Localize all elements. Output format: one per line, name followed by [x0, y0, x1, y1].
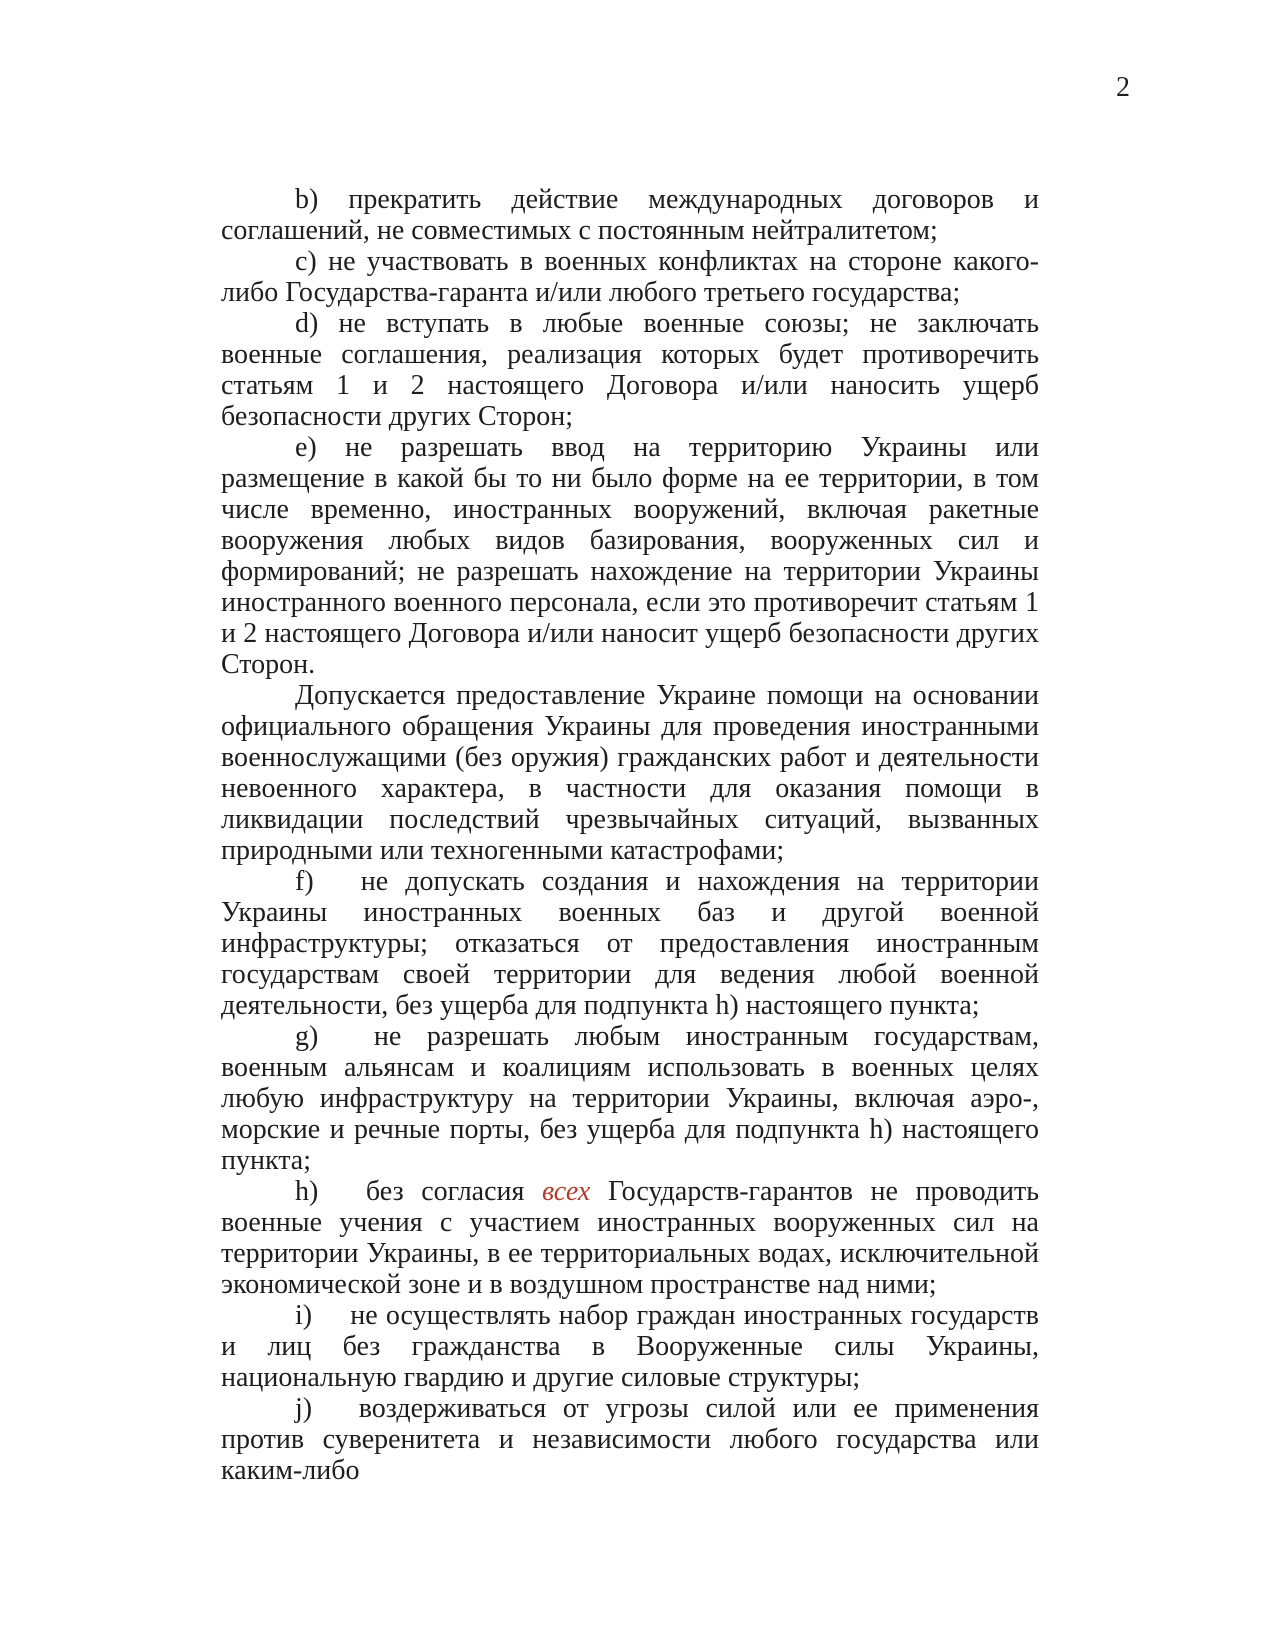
paragraph: g) не разрешать любым иностранным государствам, военным альянсам и коалициям использовать в военных целях любую инфраструктуру на территории Украины, включая аэро-, морские и речные порты, без ущерба для подпункта h) настоящего пункта; — [221, 1021, 1040, 1176]
paragraph-label: d) — [295, 308, 319, 339]
paragraph-label: j) — [295, 1393, 313, 1424]
document-body — [221, 184, 1039, 1486]
page-number: 2 — [1116, 72, 1130, 103]
paragraph-label: e) — [295, 432, 317, 463]
paragraph: i) не осуществлять набор граждан иностранных государств и лиц без гражданства в Вооруженные силы Украины, национальную гвардию и другие силовые структуры; — [221, 1300, 1040, 1393]
paragraph: c) не участвовать в военных конфликтах на стороне какого-либо Государства-гаранта и/или любого третьего государства; — [221, 246, 1040, 308]
paragraph-label: h) — [295, 1176, 319, 1207]
paragraph-label: g) — [295, 1021, 319, 1052]
paragraph: h) без согласия всех Государств-гарантов не проводить военные учения с участием иностранных вооруженных сил на территории Украины, в ее территориальных водах, исключительной экономической зоне и в воздушном пространстве над ними; — [221, 1176, 1039, 1300]
paragraph: j) воздерживаться от угрозы силой или ее применения против суверенитета и независимости любого государства или каким-либо — [221, 1393, 1039, 1486]
paragraph: b) прекратить действие международных договоров и соглашений, не совместимых с постоянным нейтралитетом; — [221, 184, 1040, 246]
paragraph-label: b) — [295, 184, 319, 215]
paragraph-label: i) — [295, 1300, 313, 1331]
paragraph-label: f) — [295, 866, 314, 897]
paragraph: Допускается предоставление Украине помощи на основании официального обращения Украины для проведения иностранными военнослужащими (без оружия) гражданских работ и деятельности невоенного характера, в частности для оказания помощи в ликвидации последствий чрезвычайных ситуаций, вызванных природными или техногенными катастрофами; — [221, 680, 1039, 866]
paragraph: d) не вступать в любые военные союзы; не заключать военные соглашения, реализация которых будет противоречить статьям 1 и 2 настоящего Договора и/или наносить ущерб безопасности других Сторон; — [221, 308, 1039, 432]
paragraph: e) не разрешать ввод на территорию Украины или размещение в какой бы то ни было форме на ее территории, в том числе временно, иностранных вооружений, включая ракетные вооружения любых видов базирования, вооруженных сил и формирований; не разрешать нахождение на территории Украины иностранного военного персонала, если это противоречит статьям 1 и 2 настоящего Договора и/или наносит ущерб безопасности других Сторон. — [221, 432, 1040, 680]
paragraph: f) не допускать создания и нахождения на территории Украины иностранных военных баз и другой военной инфраструктуры; отказаться от предоставления иностранным государствам своей территории для ведения любой военной деятельности, без ущерба для подпункта h) настоящего пункта; — [221, 866, 1040, 1021]
paragraph-label: c) — [295, 246, 317, 277]
accent-word: всех — [542, 1176, 591, 1207]
